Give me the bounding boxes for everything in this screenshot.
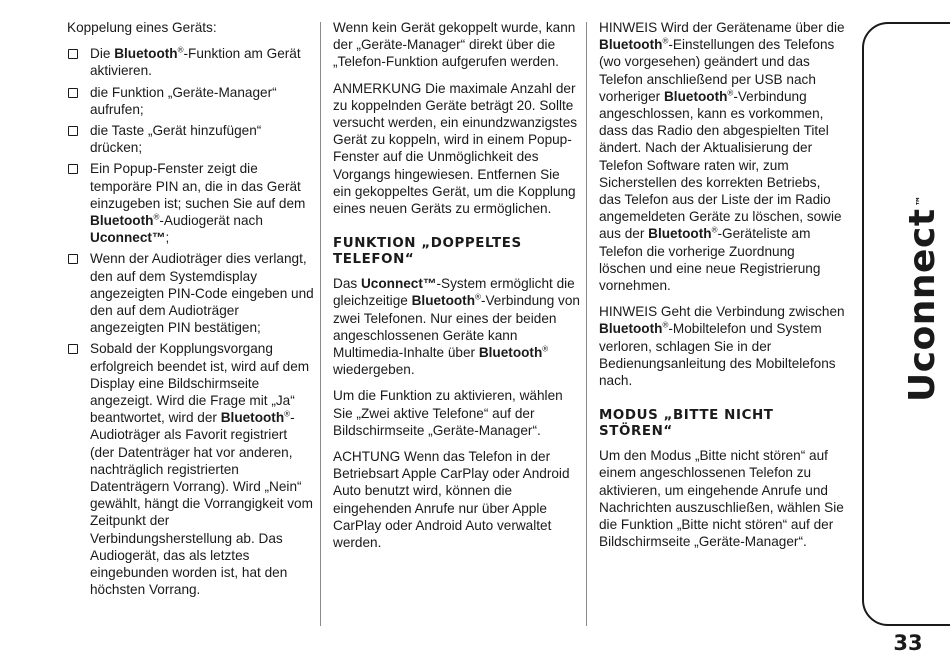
column-divider xyxy=(586,22,587,626)
column-1 xyxy=(67,19,315,603)
list-item: Ein Popup-Fenster zeigt die temporäre PIN an, die in das Gerät einzugeben ist; suchen Sie auf dem Bluetooth®-Audiogerät nach Uconnect™; xyxy=(67,160,315,246)
pairing-intro: Koppelung eines Geräts: xyxy=(67,20,217,35)
paragraph: Das Uconnect™-System ermöglicht die gleichzeitige Bluetooth®-Verbindung von zwei Telefonen. Nur eines der beiden angeschlossenen Geräte kann Multimedia-Inhalte über Bluetooth® wiedergeben. xyxy=(333,276,580,378)
note-paragraph: HINWEIS Wird der Gerätename über die Bluetooth®-Einstellungen des Telefons (wo vorgesehen) geändert und das Telefon anschließend per USB nach vorheriger Bluetooth®-Verbindung angeschlossen, kann es vorkommen, dass das Radio den abgespielten Titel ändert. Nach der Aktualisierung der Telefon Software raten wir, zum Sicherstellen des korrekten Betriebs, das Telefon aus der Liste der im Radio angemeldeten Geräte zu löschen, sowie aus der Bluetooth®-Geräteliste am Telefon die vorherige Zuordnung löschen und eine neue Registrierung vornehmen. xyxy=(599,20,845,294)
column-2 xyxy=(333,19,581,560)
note-paragraph: ANMERKUNG Die maximale Anzahl der zu koppelnden Geräte beträgt 20. Sollte versucht werden, ein einundzwanzigstes Gerät zu koppeln, wird in einem Popup-Fenster auf die Unmöglichkeit des Vorgangs hingewiesen. Entfernen Sie ein gekoppeltes Gerät, um die Kopplung eines neuen Geräts zu ermöglichen. xyxy=(333,80,578,217)
paragraph: Wenn kein Gerät gekoppelt wurde, kann der „Geräte-Manager“ direkt über die „Telefon-Funktion aufgerufen werden. xyxy=(333,20,576,70)
list-item: Wenn der Audioträger dies verlangt, den auf dem Systemdisplay angezeigten PIN-Code eingeben und den auf dem Audioträger angezeigten PIN bestätigen; xyxy=(67,250,315,336)
page-number: 33 xyxy=(893,631,923,655)
column-3 xyxy=(599,19,845,559)
list-item: die Funktion „Geräte-Manager“ aufrufen; xyxy=(67,84,315,118)
checkbox-icon xyxy=(68,49,78,59)
list-item: Sobald der Kopplungsvorgang erfolgreich beendet ist, wird auf dem Display eine Bildschirmseite angezeigt. Wird die Frage mit „Ja“ beantwortet, wird der Bluetooth®-Audioträger als Favorit registriert (der Datenträger hat vor anderen, nachträglich registrierten Datenträgern Vorrang). Wird „Nein“ gewählt, hängt die Vorrangigkeit vom Zeitpunkt der Verbindungsherstellung ab. Das Audiogerät, das als letztes eingebunden worden ist, hat den höchsten Vorrang. xyxy=(67,340,315,598)
section-heading-do-not-disturb: MODUS „BITTE NICHT STÖREN“ xyxy=(599,408,774,440)
section-heading-dual-phone: FUNKTION „DOPPELTES TELEFON“ xyxy=(333,236,522,268)
warning-paragraph: ACHTUNG Wenn das Telefon in der Betriebsart Apple CarPlay oder Android Auto benutzt wird, können die eingehenden Anrufe nur über Apple CarPlay oder Android Auto verwaltet werden. xyxy=(333,449,570,551)
paragraph: Um die Funktion zu aktivieren, wählen Sie „Zwei aktive Telefone“ auf der Bildschirmseite „Geräte-Manager“. xyxy=(333,388,563,438)
checkbox-icon xyxy=(68,126,78,136)
list-item: Die Bluetooth®-Funktion am Gerät aktivieren. xyxy=(67,45,315,79)
checkbox-icon xyxy=(68,344,78,354)
list-item: die Taste „Gerät hinzufügen“ drücken; xyxy=(67,122,315,156)
checkbox-icon xyxy=(68,164,78,174)
checkbox-icon xyxy=(68,254,78,264)
chapter-title: Uconnect™ xyxy=(902,194,943,402)
note-paragraph: HINWEIS Geht die Verbindung zwischen Bluetooth®-Mobiltelefon und System verloren, schlagen Sie in der Bedienungsanleitung des Mobiltelefons nach. xyxy=(599,304,845,389)
column-divider xyxy=(320,22,321,626)
pairing-steps-list xyxy=(67,45,315,598)
paragraph: Um den Modus „Bitte nicht stören“ auf einem angeschlossenen Telefon zu aktivieren, um eingehende Anrufe und Nachrichten auszuschließen, wählen Sie die Funktion „Bitte nicht stören“ auf der Bildschirmseite „Geräte-Manager“. xyxy=(599,448,844,550)
checkbox-icon xyxy=(68,88,78,98)
